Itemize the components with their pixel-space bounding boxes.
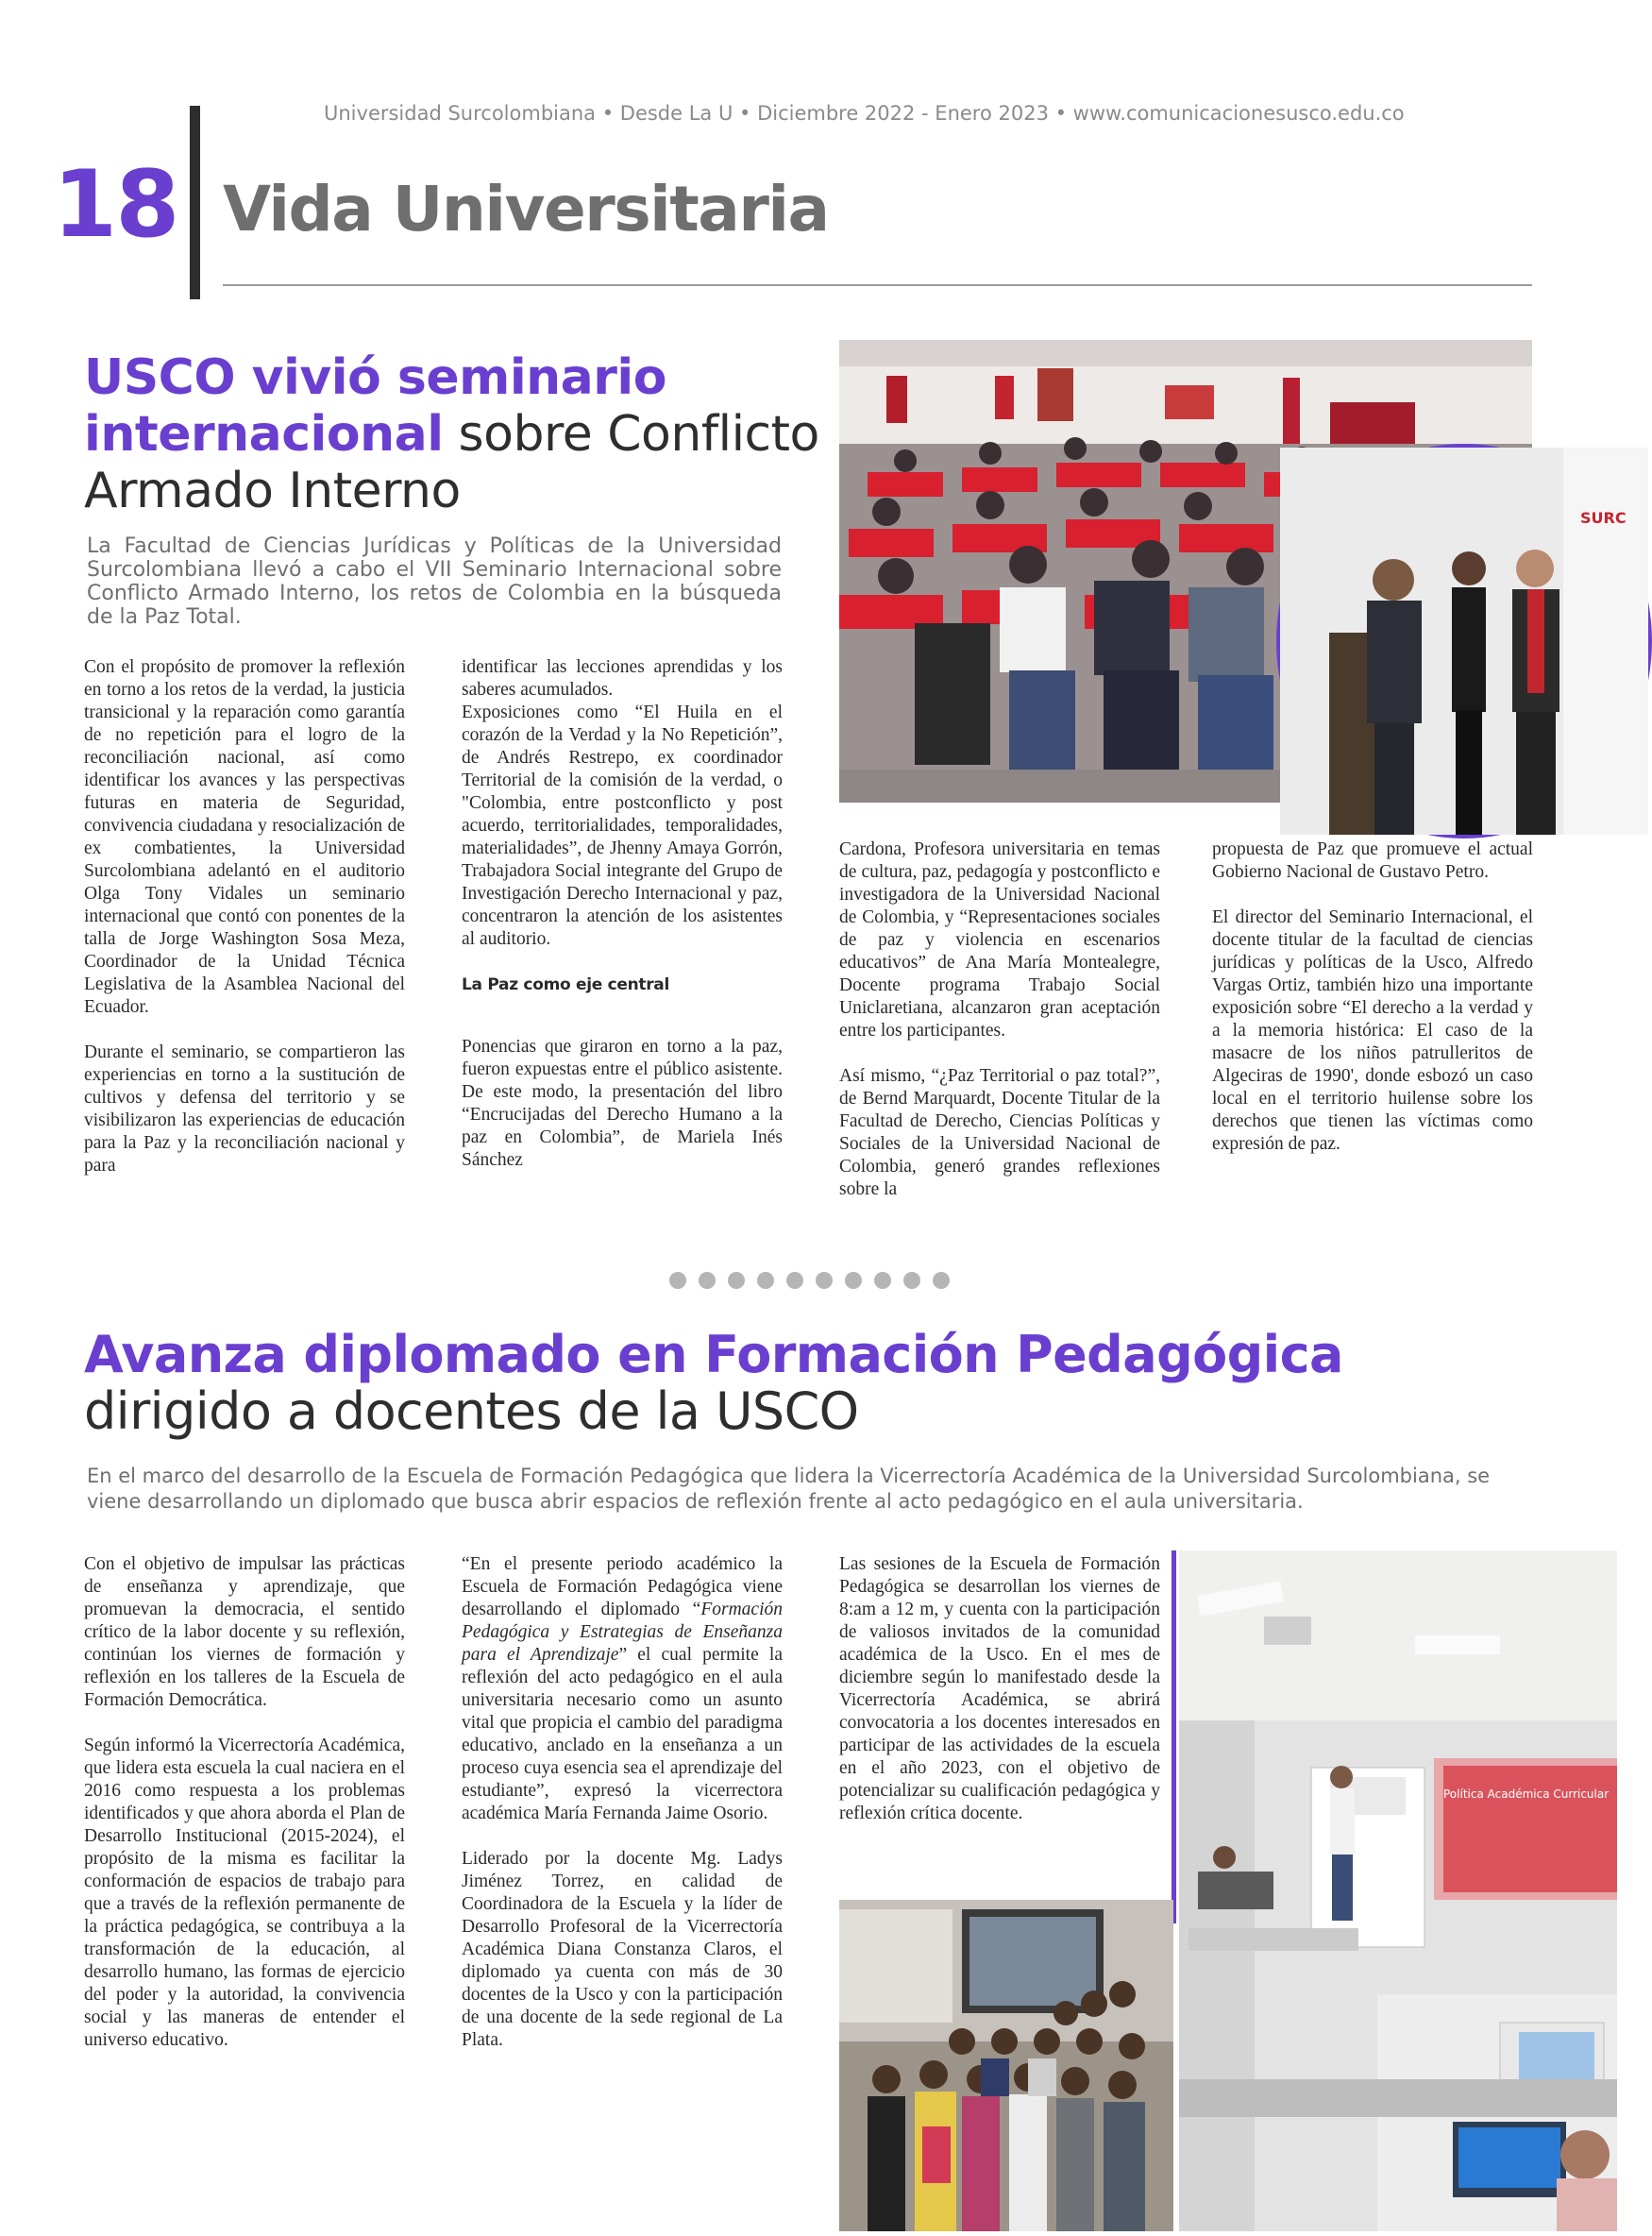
article1-paragraph: Cardona, Profesora universitaria en temas de cultura, paz, pedagogía y postconflicto e investigadora de la Universidad Nacional de Colombia, y “Representaciones sociales de paz y violencia en escenarios educativos” de Ana María Montealegre, Docente programa Trabajo Social Uniclaretiana, alcanzaron gran aceptación entre los participantes. xyxy=(839,839,1160,1041)
article1-paragraph: Exposiciones como “El Huila en el corazón de la Verdad y la No Repetición”, de Andrés Restrepo, ex coordinador Territorial de la comisión de la verdad, o "Colombia, entre postconflicto y post acuerdo, territorialidades, temporalidades, materialidades”, de Jhenny Amaya Gorrón, Trabajadora Social integrante del Grupo de Investigación Derecho Internacional y paz, concentraron la atención de los asistentes al auditorio. xyxy=(462,703,783,949)
header-meta: Universidad Surcolombiana • Desde La U • Diciembre 2022 - Enero 2023 • www.comunicacionesusco.edu.co xyxy=(324,102,1405,125)
article1-column-1 xyxy=(84,656,405,1200)
page-number: 18 xyxy=(53,151,178,259)
article2-paragraph xyxy=(462,1553,783,1825)
article2-quote-start: “En el presente periodo académico la Escuela de Formación Pedagógica viene desarrollando el diplomado “ xyxy=(462,1554,783,1619)
article2-paragraph: Según informó la Vicerrectoría Académica, que lidera esta escuela la cual naciera en el 2016 como respuesta a los problemas identificados y que ahora aborda el Plan de Desarrollo Institucional (2015-2024), el propósito de la misma es facilitar la conformación de espacios de trabajo para que a través de la reflexión permanente de la práctica pedagógica, se contribuya a la transformación de la educación, al desarrollo humano, las formas de ejercicio del poder y la autoridad, la convivencia social y las maneras de entender el universo educativo. xyxy=(84,1736,405,2050)
article1-paragraph: propuesta de Paz que promueve el actual Gobierno Nacional de Gustavo Petro. xyxy=(1212,839,1533,882)
separator-dot xyxy=(845,1272,862,1289)
article2-column-3 xyxy=(839,1553,1160,1848)
article1-column-4 xyxy=(1212,838,1533,1178)
diploma-name: Formación Pedagógica y Estrategias de Enseñanza para el Aprendizaje xyxy=(462,1600,783,1665)
article1-lede: La Facultad de Ciencias Jurídicas y Políticas de la Universidad Surcolombiana llevó a cabo el VII Seminario Internacional sobre Conflicto Armado Interno, los retos de Colombia en la búsqueda de la Paz Total. xyxy=(87,534,782,629)
article2-column-1 xyxy=(84,1553,405,2075)
article1-title-strong: USCO vivió seminario internacional xyxy=(84,349,666,463)
article1-paragraph: Con el propósito de promover la reflexión en torno a los retos de la verdad, la justicia transicional y la reparación como garantía de no repetición para el logro de la reconciliación nacional, así como identificar los avances y las perspectivas futuras en materia de Seguridad, convivencia ciudadana y resocialización de ex combatientes, la Universidad Surcolombiana adelantó en el auditorio Olga Tony Vidales un seminario internacional que contó con ponentes de la talla de Jorge Washington Sosa Meza, Coordinador de la Unidad Técnica Legislativa de la Asamblea Nacional del Ecuador. xyxy=(84,657,405,1017)
article1-paragraph: identificar las lecciones aprendidas y los saberes acumulados. xyxy=(462,657,783,700)
separator-dot xyxy=(874,1272,891,1289)
article1-paragraph: El director del Seminario Internacional, el docente titular de la facultad de ciencias jurídicas y políticas de la Usco, Alfredo Vargas Ortiz, también hizo una importante exposición sobre “El derecho a la verdad y a la memoria histórica: El caso de la masacre de los niños patrulleritos de Algeciras de 1990', donde esbozó un caso local en el territorio huilense sobre los derechos que tienen las víctimas como expresión de paz. xyxy=(1212,907,1533,1154)
section-separator xyxy=(669,1272,952,1293)
article1-paragraph: Durante el seminario, se compartieron las experiencias en torno a la sustitución de cultivos y defensa del territorio y se visibilizaron las experiencias de educación para la Paz y la reconciliación nacional y para xyxy=(84,1042,405,1176)
separator-dot xyxy=(903,1272,920,1289)
article2-title xyxy=(84,1327,1538,1440)
separator-dot xyxy=(933,1272,950,1289)
article2-column-2 xyxy=(462,1553,783,2075)
article1-title-rest: sobre Conflicto Armado Interno xyxy=(84,406,819,519)
article1-paragraph: Así mismo, “¿Paz Territorial o paz total?”, de Bernd Marquardt, Docente Titular de la Facultad de Derecho, Ciencias Políticas y Sociales de la Universidad Nacional de Colombia, generó grandes reflexiones sobre la xyxy=(839,1066,1160,1199)
separator-dot xyxy=(728,1272,745,1289)
photo-accent-line xyxy=(1172,1550,1176,1923)
header-divider xyxy=(190,106,200,299)
separator-dot xyxy=(786,1272,803,1289)
group-illustration xyxy=(839,1900,1173,2231)
classroom-illustration xyxy=(1179,1550,1617,2231)
separator-dot xyxy=(757,1272,774,1289)
separator-dot xyxy=(699,1272,716,1289)
article1-title xyxy=(84,349,820,519)
article2-paragraph: Liderado por la docente Mg. Ladys Jiménez Torrez, en calidad de Coordinadora de la Escuela y la líder de Desarrollo Profesoral de la Vicerrectoría Académica Diana Constanza Claros, el diplomado ya cuenta con más de 30 docentes de la Usco y con la participación de una docente de la sede regional de La Plata. xyxy=(462,1849,783,2050)
banner-text: SURC xyxy=(1580,509,1627,527)
article2-title-rest: dirigido a docentes de la USCO xyxy=(84,1381,859,1441)
article1-paragraph: Ponencias que giraron en torno a la paz, fueron expuestas entre el público asistente. De este modo, la presentación del libro “Encrucijadas del Derecho Humano a la paz en Colombia”, de Mariela Inés Sánchez xyxy=(462,1037,783,1170)
separator-dot xyxy=(816,1272,833,1289)
article2-paragraph: Las sesiones de la Escuela de Formación Pedagógica se desarrollan los viernes de 8:am a 12 m, y cuenta con la participación de valiosos invitados de la comunidad académica de la Usco. En el mes de diciembre según lo manifestado desde la Vicerrectoría Académica, se abrirá convocatoria a los docentes interesados en participar de las actividades de la escuela en el año 2023, con el objetivo de potencializar su cualificación pedagógica y reflexión crítica docente. xyxy=(839,1554,1160,1823)
speakers-illustration xyxy=(1280,448,1648,835)
article1-column-2 xyxy=(462,656,783,1194)
separator-dot xyxy=(669,1272,686,1289)
group-photo xyxy=(839,1900,1173,2231)
section-title: Vida Universitaria xyxy=(223,173,829,246)
slide-title: Política Académica Curricular xyxy=(1443,1787,1610,1801)
article2-quote-end: ” el cual permite la reflexión del acto pedagógico en el aula universitaria necesario como un asunto vital que propicia el cambio del paradigma educativo, anclado en la enseñanza a un proceso cuya esencia sea el aprendizaje del estudiante”, expresó la vicerrectora académica María Fernanda Jaime Osorio. xyxy=(462,1645,783,1823)
classroom-photo xyxy=(1179,1550,1617,2231)
article2-paragraph: Con el objetivo de impulsar las prácticas de enseñanza y aprendizaje, que promuevan la democracia, el sentido crítico de la labor docente y su reflexión, continúan los viernes de formación y reflexión en los talleres de la Escuela de Formación Democrática. xyxy=(84,1554,405,1710)
speakers-inset-photo xyxy=(1276,444,1652,838)
article1-subhead: La Paz como eje central xyxy=(462,975,670,994)
article2-lede: En el marco del desarrollo de la Escuela de Formación Pedagógica que lidera la Vicerrectoría Académica de la Universidad Surcolombiana, se viene desarrollando un diplomado que busca abrir espacios de reflexión frente al acto pedagógico en el aula universitaria. xyxy=(87,1465,1491,1513)
article1-column-3 xyxy=(839,838,1160,1224)
header-rule xyxy=(223,284,1532,286)
article2-title-strong: Avanza diplomado en Formación Pedagógica xyxy=(84,1325,1343,1384)
